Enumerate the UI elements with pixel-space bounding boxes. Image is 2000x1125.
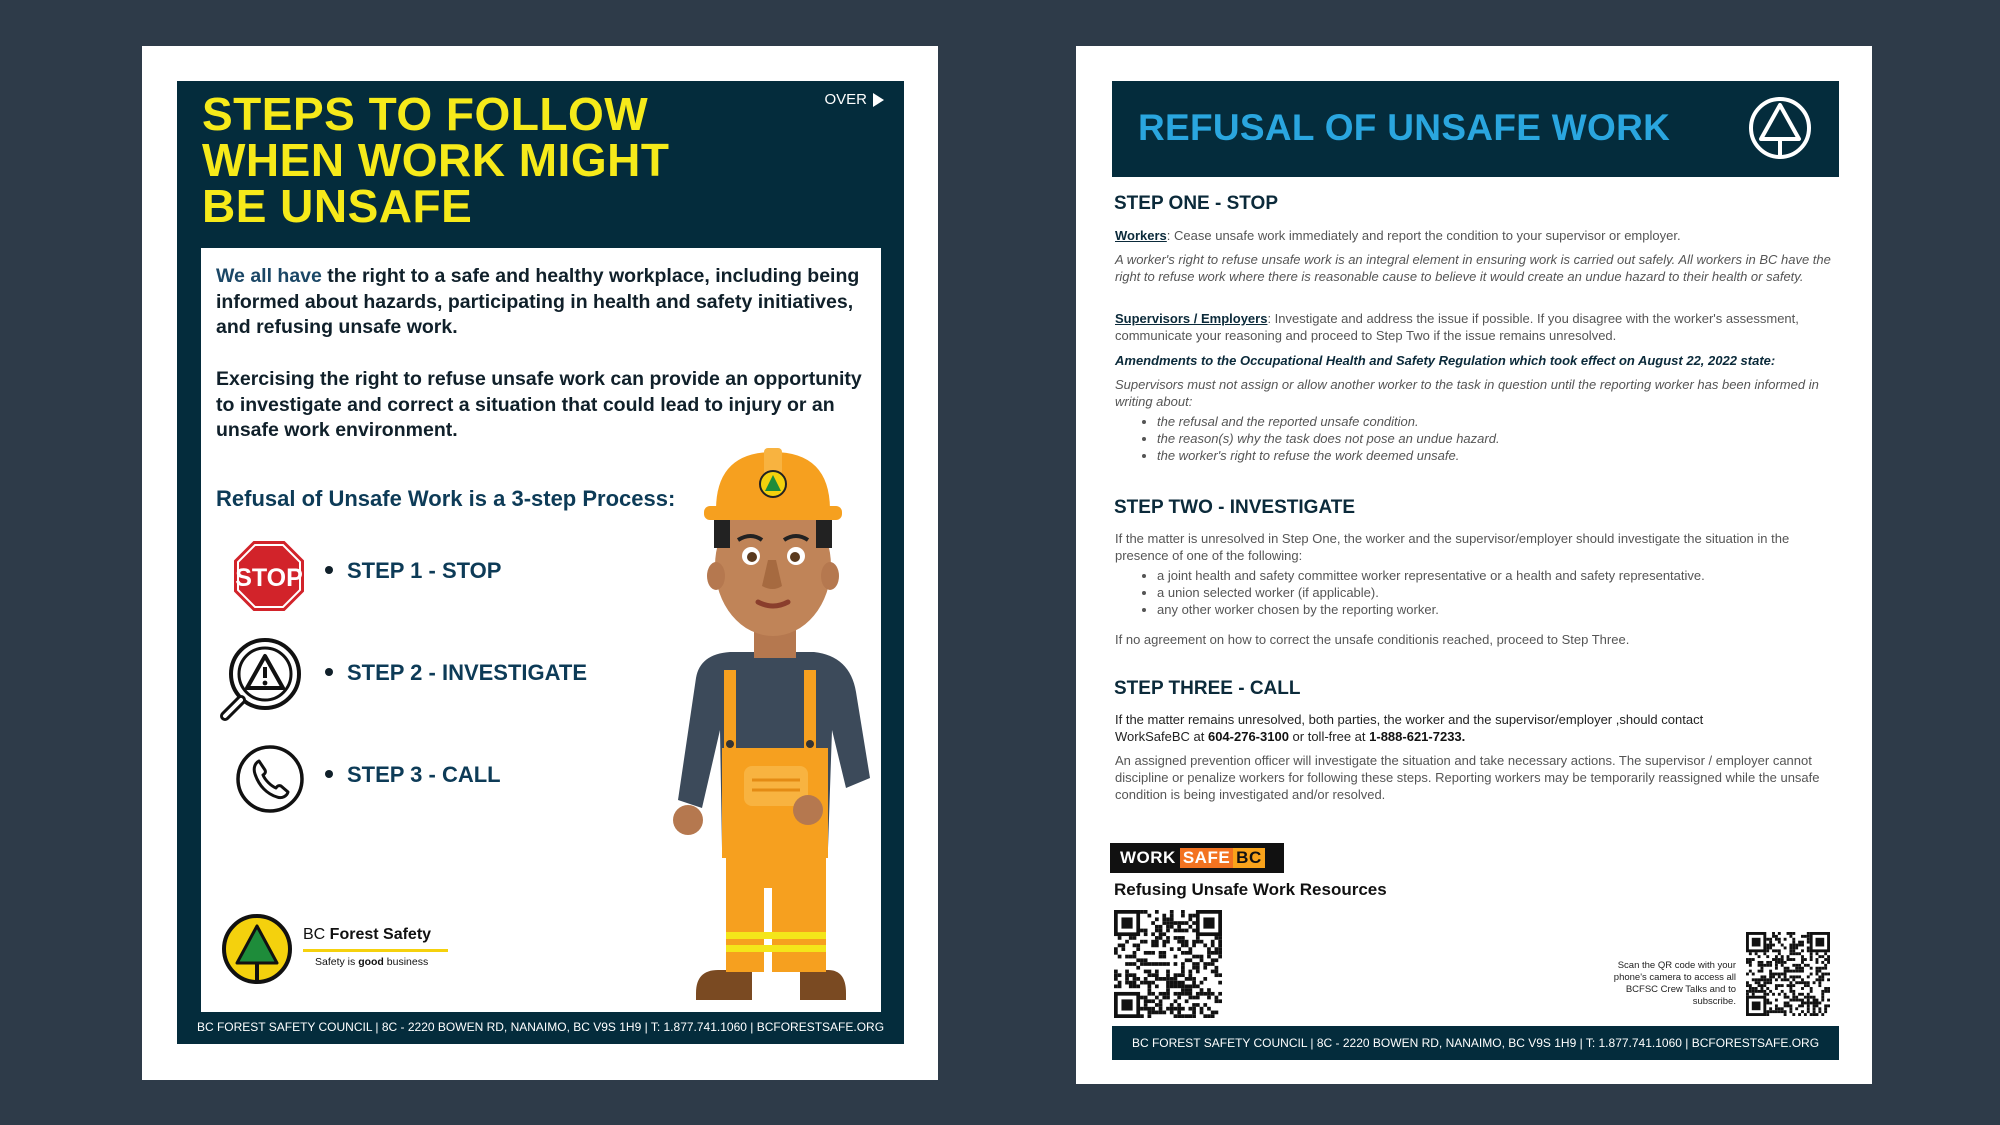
amendments-paragraph xyxy=(1115,352,1837,369)
poster-footer: BC FOREST SAFETY COUNCIL | 8C - 2220 BOWEN RD, NANAIMO, BC V9S 1H9 | T: 1.877.741.1060 | BCFORESTSAFE.ORG xyxy=(196,1020,885,1034)
supervisors-must-text: Supervisors must not assign or allow another worker to the task in question until the reporting worker has been informed in writing about: xyxy=(1115,377,1819,409)
sheet-footer: BC FOREST SAFETY COUNCIL | 8C - 2220 BOWEN RD, NANAIMO, BC V9S 1H9 | T: 1.877.741.1060 | BCFORESTSAFE.ORG xyxy=(1112,1026,1839,1060)
list-item xyxy=(1157,584,1837,601)
tag-bold: good xyxy=(358,956,384,968)
bullet-dot xyxy=(325,770,333,778)
list-item-text: a union selected worker (if applicable). xyxy=(1157,585,1379,600)
list-item-text: a joint health and safety committee worker representative or a health and safety representative. xyxy=(1157,568,1705,583)
bullet-dot xyxy=(325,668,333,676)
poster-page xyxy=(142,46,938,1080)
tag-suffix: business xyxy=(383,956,429,968)
stop-sign-icon xyxy=(231,538,307,614)
logo-name xyxy=(303,926,431,944)
contact-mid: or toll-free at xyxy=(1288,729,1370,744)
tag-prefix: Safety is xyxy=(315,956,359,968)
list-item xyxy=(1157,567,1837,584)
step-label: STEP 2 - INVESTIGATE xyxy=(347,660,588,685)
step-item xyxy=(325,558,501,584)
step-three-heading: STEP THREE - CALL xyxy=(1114,678,1301,699)
logo-name-bold: Forest Safety xyxy=(329,926,432,943)
workers-paragraph xyxy=(1115,227,1837,244)
list-item xyxy=(1157,413,1837,430)
contact-prefix: WorkSafeBC at xyxy=(1115,729,1208,744)
phone-number-tollfree: 1-888-621-7233. xyxy=(1369,729,1466,744)
poster-title-line: STEPS TO FOLLOW xyxy=(202,88,649,140)
list-item-text: the worker's right to refuse the work deemed unsafe. xyxy=(1157,448,1460,463)
info-sheet-page xyxy=(1076,46,1872,1084)
second-paragraph: Exercising the right to refuse unsafe work can provide an opportunity to investigate and correct a situation that could lead to injury or an unsafe work environment. xyxy=(216,368,862,441)
list-item xyxy=(1157,601,1837,618)
intro-paragraph xyxy=(216,264,866,341)
forest-safety-emblem-icon xyxy=(221,913,293,985)
intro-text: the right to a safe and healthy workplace, including being informed about hazards, participating in health and safety initiatives, and refusing unsafe work. xyxy=(216,265,860,338)
step-one-bullet-list xyxy=(1115,413,1837,464)
title-banner xyxy=(1112,81,1839,177)
step-two-bullet-list xyxy=(1115,567,1837,618)
step-two-heading: STEP TWO - INVESTIGATE xyxy=(1114,497,1356,518)
logo-part-bc: BC xyxy=(1233,848,1265,868)
workers-text: : Cease unsafe work immediately and report the condition to your supervisor or employer. xyxy=(1166,228,1681,243)
step-label: STEP 1 - STOP xyxy=(347,558,502,583)
worksafebc-logo xyxy=(1110,843,1284,873)
process-heading: Refusal of Unsafe Work is a 3-step Process: xyxy=(216,486,676,511)
step-item xyxy=(325,660,587,686)
list-item xyxy=(1157,430,1837,447)
italic-text: A worker's right to refuse unsafe work is an integral element in ensuring work is carried out safely. All workers in BC have the right to refuse work where there is reasonable cause to believe it would create an undue hazard to their health or safety. xyxy=(1115,252,1831,284)
triangle-circle-emblem-icon xyxy=(1747,95,1813,161)
step-one-heading: STEP ONE - STOP xyxy=(1114,193,1279,214)
sheet-title: REFUSAL OF UNSAFE WORK xyxy=(1138,107,1671,148)
step-three-paragraph: An assigned prevention officer will investigate the situation and take necessary actions. The supervisor / employer cannot discipline or penalize workers for following these steps. Reporting workers may be temporarily reassigned while the unsafe condition is being investigated and/or resolved. xyxy=(1115,753,1820,802)
forest-worker-illustration xyxy=(656,448,881,1012)
resources-qr-code[interactable] xyxy=(1114,910,1222,1018)
supervisors-text: : Investigate and address the issue if possible. If you disagree with the worker's assessment, communicate your reasoning and proceed to Step Two if the issue remains unresolved. xyxy=(1115,311,1799,343)
poster-content-panel xyxy=(201,248,881,1012)
logo-part-safe: SAFE xyxy=(1180,848,1233,868)
list-item xyxy=(1157,447,1837,464)
crew-talks-qr-code[interactable] xyxy=(1746,932,1830,1016)
resources-heading: Refusing Unsafe Work Resources xyxy=(1114,880,1387,899)
bullet-dot xyxy=(325,566,333,574)
phone-number-local: 604-276-3100 xyxy=(1207,729,1289,744)
over-label: OVER xyxy=(824,91,867,108)
poster-title-line: BE UNSAFE xyxy=(202,180,473,232)
supervisors-paragraph xyxy=(1115,310,1837,344)
list-item-text: the refusal and the reported unsafe condition. xyxy=(1157,414,1419,429)
over-indicator xyxy=(824,91,884,108)
step-three-contact xyxy=(1115,711,1837,745)
play-arrow-icon xyxy=(873,93,884,107)
phone-icon xyxy=(235,744,305,814)
contact-line-2 xyxy=(1115,728,1837,745)
logo-tagline xyxy=(315,956,428,968)
poster-frame xyxy=(177,81,904,1044)
list-item-text: any other worker chosen by the reporting worker. xyxy=(1157,602,1439,617)
step-item xyxy=(325,762,501,788)
poster-title xyxy=(202,88,762,232)
intro-highlight: We all have xyxy=(216,265,322,287)
magnifier-warning-icon xyxy=(209,636,305,732)
bc-forest-safety-logo xyxy=(221,913,451,989)
workers-label: Workers xyxy=(1115,228,1167,243)
qr-caption: Scan the QR code with your phone's camera to access all BCFSC Crew Talks and to subscribe. xyxy=(1613,960,1736,1007)
supervisors-must-paragraph xyxy=(1115,376,1837,410)
step-two-intro: If the matter is unresolved in Step One, the worker and the supervisor/employer should investigate the situation in the presence of one of the following: xyxy=(1115,531,1790,563)
logo-name-prefix: BC xyxy=(303,926,330,943)
amendments-text: Amendments to the Occupational Health and Safety Regulation which took effect on August 22, 2022 state: xyxy=(1115,353,1776,368)
step-label: STEP 3 - CALL xyxy=(347,762,501,787)
stop-sign-text: STOP xyxy=(235,564,303,592)
supervisors-label: Supervisors / Employers xyxy=(1115,311,1268,326)
logo-underline xyxy=(303,949,448,952)
right-to-refuse-paragraph xyxy=(1115,251,1837,285)
logo-part-work: WORK xyxy=(1120,848,1176,867)
poster-title-line: WHEN WORK MIGHT xyxy=(202,134,670,186)
step-two-closing: If no agreement on how to correct the unsafe conditionis reached, proceed to Step Three. xyxy=(1115,632,1630,647)
list-item-text: the reason(s) why the task does not pose an undue hazard. xyxy=(1157,431,1500,446)
contact-line-1: If the matter remains unresolved, both parties, the worker and the supervisor/employer ,should contact xyxy=(1115,712,1704,727)
